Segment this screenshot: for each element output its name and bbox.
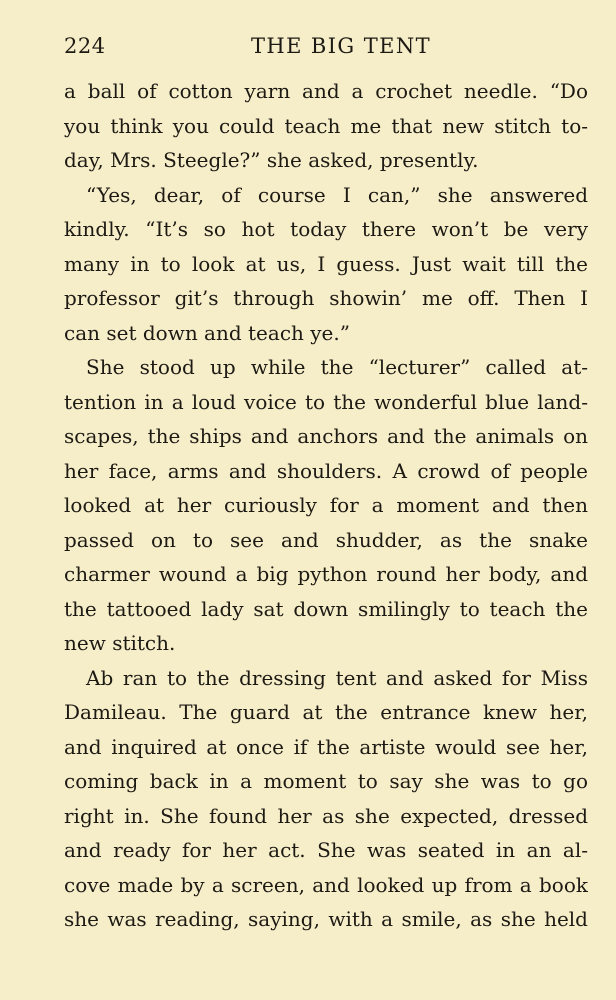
page-number: 224 (64, 34, 106, 58)
text-line: she was reading, saying, with a smile, as she held (64, 907, 588, 931)
text-line: right in. She found her as she expected, dressed (64, 803, 588, 828)
text-line: professor git’s through showin’ me off. Then I (64, 286, 588, 310)
text-line: “Yes, dear, of course I can,” she answered (86, 182, 588, 207)
text-line: day, Mrs. Steegle?” she asked, presently. (64, 148, 479, 172)
text-line: She stood up while the “lecturer” called at- (86, 355, 588, 379)
text-line: new stitch. (64, 631, 176, 655)
text-line: scapes, the ships and anchors and the animals on (64, 424, 588, 448)
text-line: Ab ran to the dressing tent and asked for Miss (86, 665, 588, 690)
text-line: Damileau. The guard at the entrance knew her, (64, 700, 588, 724)
running-head: THE BIG TENT (250, 34, 432, 58)
text-line: can set down and teach ye.” (64, 320, 350, 345)
text-line: tention in a loud voice to the wonderful blue land- (64, 389, 588, 414)
text-line: and ready for her act. She was seated in an al- (64, 838, 588, 862)
text-line: many in to look at us, I guess. Just wait till the (64, 251, 588, 276)
text-line: kindly. “It’s so hot today there won’t be very (64, 217, 588, 241)
text-line: a ball of cotton yarn and a crochet needle. “Do (64, 79, 588, 103)
text-line: and inquired at once if the artiste would see her, (64, 734, 588, 759)
page-body-text (64, 74, 588, 937)
text-line: coming back in a moment to say she was to go (64, 769, 588, 793)
text-line: you think you could teach me that new stitch to- (64, 113, 588, 138)
page-header (64, 34, 588, 62)
text-line: looked at her curiously for a moment and then (64, 493, 588, 517)
text-line: passed on to see and shudder, as the snake (64, 527, 588, 552)
text-line: charmer wound a big python round her body, and (64, 562, 588, 586)
text-line: the tattooed lady sat down smilingly to teach the (64, 596, 588, 621)
text-line: cove made by a screen, and looked up from a book (64, 872, 588, 897)
text-line: her face, arms and shoulders. A crowd of people (64, 458, 588, 483)
